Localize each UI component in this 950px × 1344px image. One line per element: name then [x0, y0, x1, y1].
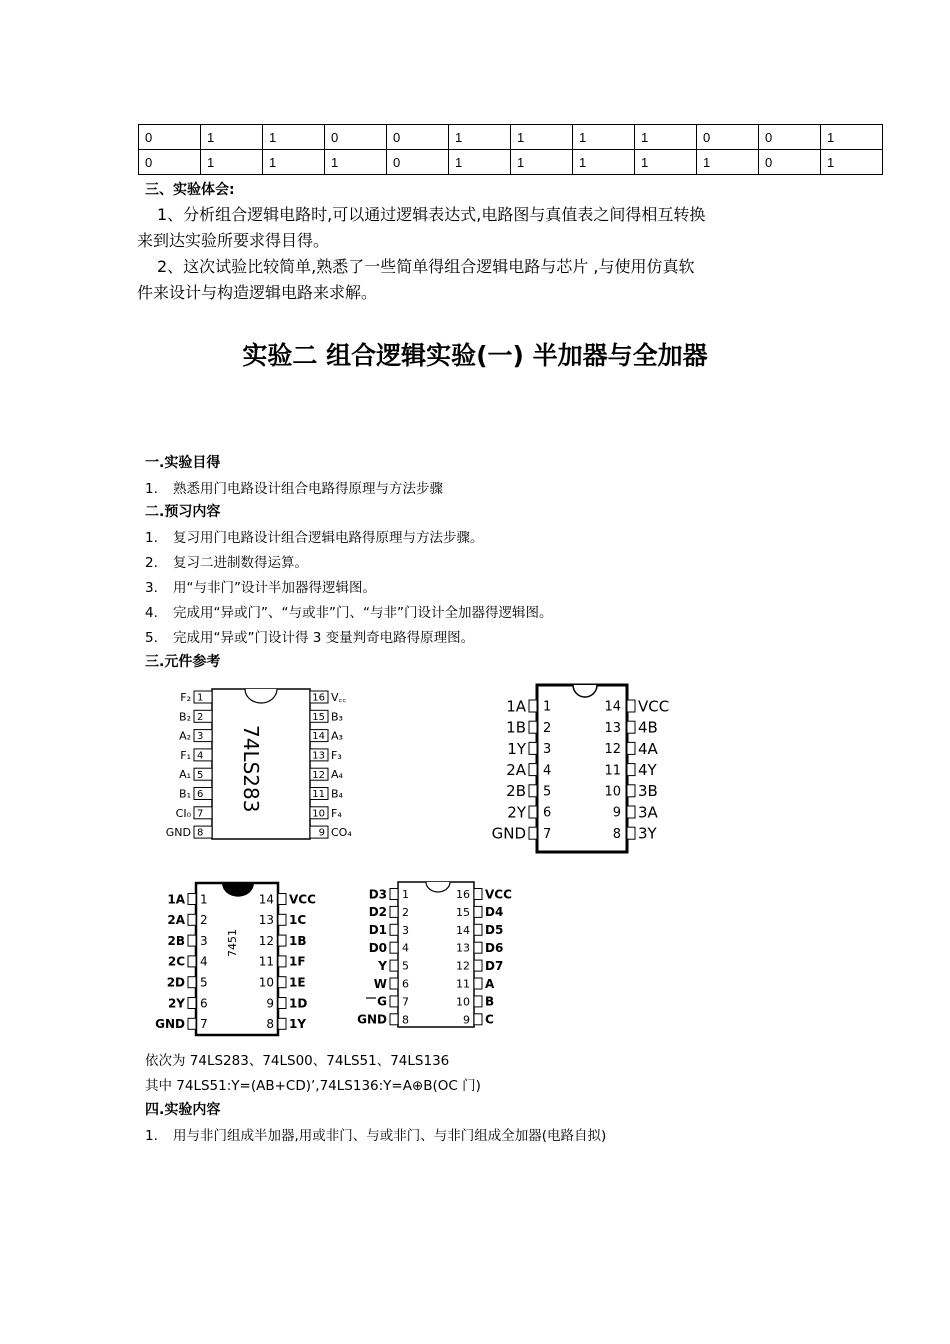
pin-label: A₂ — [179, 729, 191, 743]
caption: 其中 74LS51:Y=(AB+CD)’,74LS136:Y=A⊕B(OC 门) — [145, 1078, 481, 1094]
table-cell: 0 — [759, 125, 821, 150]
pin-box — [188, 894, 196, 905]
pin-number: 9 — [463, 1013, 470, 1027]
pin-number: 7 — [197, 808, 204, 820]
pin-label: 1D — [289, 996, 308, 1011]
table-cell: 1 — [325, 150, 387, 175]
pin-number: 4 — [197, 750, 204, 762]
pin-label: 3B — [638, 782, 658, 801]
pin-box — [474, 996, 482, 1007]
pin-number: 13 — [456, 941, 470, 955]
pin-label: B₄ — [331, 787, 343, 801]
pin-number: 8 — [402, 1013, 409, 1027]
paragraph-line: 来到达实验所要求得目得。 — [137, 231, 330, 250]
pin-box — [278, 914, 286, 925]
pin-number: 10 — [604, 784, 621, 800]
pin-number: 2 — [402, 905, 409, 919]
table-cell: 1 — [263, 125, 325, 150]
pin-number: 1 — [402, 887, 409, 901]
pin-number: 4 — [402, 941, 409, 955]
pin-number: 6 — [200, 996, 208, 1011]
pin-label: 1Y — [289, 1017, 307, 1032]
table-cell: 1 — [201, 150, 263, 175]
table-cell: 1 — [573, 125, 635, 150]
pin-label: D7 — [485, 958, 504, 973]
table-cell: 1 — [201, 125, 263, 150]
caption: 依次为 74LS283、74LS00、74LS51、74LS136 — [145, 1053, 450, 1069]
chip-label: 7451 — [226, 929, 239, 957]
pin-label: 2D — [166, 975, 185, 990]
pin-box — [278, 935, 286, 946]
list-item: 1. 复习用门电路设计组合逻辑电路得原理与方法步骤。 — [145, 530, 484, 546]
pin-box — [627, 721, 635, 733]
pin-number: 15 — [312, 711, 325, 723]
pin-label: Y — [378, 958, 387, 973]
pin-label: F₄ — [331, 806, 342, 820]
table-row — [139, 125, 883, 150]
pin-number: 12 — [604, 742, 621, 758]
chip-74ls283 — [166, 689, 353, 839]
pin-box — [627, 764, 635, 776]
list-item: 5. 完成用“异或”门设计得 3 变量判奇电路得原理图。 — [145, 630, 475, 646]
pin-number: 2 — [197, 711, 204, 723]
pin-label: 2A — [506, 761, 526, 779]
pin-label: A₁ — [179, 768, 191, 782]
pin-box — [188, 998, 196, 1009]
pin-number: 14 — [604, 699, 621, 715]
pin-number: 11 — [258, 954, 274, 969]
table-cell: 0 — [387, 125, 449, 150]
pin-number: 3 — [543, 742, 552, 758]
pin-label: 1A — [506, 697, 526, 716]
pin-number: 6 — [197, 789, 204, 801]
pin-label: F₂ — [180, 690, 191, 704]
paragraph-line: 件来设计与构造逻辑电路来求解。 — [137, 283, 378, 302]
pin-number: 7 — [543, 826, 552, 842]
pin-box — [188, 1018, 196, 1029]
pin-number: 8 — [197, 827, 204, 839]
table-cell: 1 — [511, 150, 573, 175]
pin-number: 10 — [456, 995, 470, 1009]
pin-label: 2B — [167, 933, 185, 948]
pin-box — [529, 742, 537, 754]
pin-number: 3 — [200, 933, 208, 948]
pin-label: 1F — [289, 954, 306, 969]
list-item: 2. 复习二进制数得运算。 — [145, 555, 308, 571]
table-cell: 1 — [573, 150, 635, 175]
pin-label: 1E — [289, 975, 306, 990]
paragraph-line: 1、分析组合逻辑电路时,可以通过逻辑表达式,电路图与真值表之间得相互转换 — [157, 205, 706, 224]
pin-box — [627, 806, 635, 818]
pin-box — [627, 700, 635, 712]
pin-box — [188, 935, 196, 946]
pin-number: 9 — [612, 805, 621, 821]
pin-label: 3Y — [638, 824, 657, 843]
pin-label: 1B — [289, 933, 307, 948]
pin-box — [390, 942, 398, 953]
pin-label: 1Y — [507, 739, 526, 758]
pin-number: 16 — [312, 692, 325, 704]
pin-box — [474, 942, 482, 953]
pin-label: 2B — [506, 782, 526, 801]
pin-box — [390, 996, 398, 1007]
pin-label: A₃ — [331, 729, 343, 743]
pin-box — [627, 827, 635, 839]
section-heading: 二.预习内容 — [145, 504, 221, 520]
pin-number: 14 — [312, 731, 325, 743]
table-cell: 0 — [139, 125, 201, 150]
pin-label: 4Y — [638, 761, 657, 779]
pin-number: 15 — [456, 905, 470, 919]
pin-label: VCC — [638, 697, 670, 716]
pin-number: 10 — [312, 808, 325, 820]
table-cell: 1 — [635, 125, 697, 150]
pin-label: 4B — [638, 718, 658, 737]
pin-box — [627, 785, 635, 797]
table-cell: 0 — [759, 150, 821, 175]
pin-number: 7 — [402, 995, 409, 1009]
pin-number: 3 — [402, 923, 409, 937]
pin-number: 8 — [266, 1017, 274, 1032]
table-cell: 0 — [325, 125, 387, 150]
table-cell: 1 — [821, 150, 883, 175]
pin-label: B — [485, 994, 495, 1009]
pin-number: 1 — [543, 699, 552, 715]
pin-number: 10 — [258, 975, 274, 990]
pin-label: GND — [357, 1012, 387, 1027]
pin-box — [529, 700, 537, 712]
pin-number: 13 — [258, 913, 274, 928]
pin-label: CO₄ — [331, 826, 352, 840]
pin-number: 11 — [312, 789, 325, 801]
pin-number: 11 — [456, 977, 470, 991]
pin-box — [390, 924, 398, 935]
pin-box — [188, 914, 196, 925]
pin-label: GND — [491, 824, 526, 843]
pin-number: 1 — [200, 892, 208, 907]
pin-box — [529, 827, 537, 839]
pin-box — [278, 1018, 286, 1029]
pin-box — [390, 906, 398, 917]
pin-label: 2A — [167, 913, 185, 928]
pin-box — [529, 806, 537, 818]
chip-74ls51 — [155, 883, 316, 1035]
table-cell: 1 — [449, 125, 511, 150]
pin-box — [529, 764, 537, 776]
pin-number: 6 — [402, 977, 409, 991]
pin-box — [278, 956, 286, 967]
paragraph-line: 2、这次试验比较简单,熟悉了一些简单得组合逻辑电路与芯片 ,与使用仿真软 — [157, 257, 695, 276]
pin-label: D4 — [485, 905, 504, 920]
pin-label: 1B — [506, 718, 526, 737]
pin-box — [188, 956, 196, 967]
list-item: 1. 用与非门组成半加器,用或非门、与或非门、与非门组成全加器(电路自拟) — [145, 1128, 607, 1144]
pin-number: 7 — [200, 1017, 208, 1032]
pin-label: 2Y — [167, 996, 185, 1011]
pin-label: A₄ — [331, 768, 343, 782]
pin-box — [529, 785, 537, 797]
pin-label: B₂ — [179, 710, 191, 724]
pin-box — [390, 978, 398, 989]
pin-number: 3 — [197, 731, 204, 743]
table-cell: 1 — [697, 150, 759, 175]
pin-label: F₁ — [180, 748, 191, 762]
pin-label: CI₀ — [175, 806, 191, 820]
pin-number: 4 — [200, 954, 208, 969]
pin-box — [474, 889, 482, 900]
pin-box — [390, 1014, 398, 1025]
pin-label: VCC — [485, 887, 512, 902]
pin-box — [474, 960, 482, 971]
table-cell: 0 — [387, 150, 449, 175]
pin-label: VCC — [289, 892, 316, 907]
pin-label: 2Y — [507, 803, 526, 822]
pin-label: 1C — [289, 913, 307, 928]
pin-label: D2 — [368, 905, 387, 920]
table-cell: 1 — [263, 150, 325, 175]
pin-number: 13 — [312, 750, 325, 762]
pin-number: 13 — [604, 720, 621, 736]
section-heading: 四.实验内容 — [145, 1102, 221, 1118]
pin-label: B₃ — [331, 710, 343, 724]
pin-number: 14 — [456, 923, 470, 937]
section-heading: 一.实验目得 — [145, 455, 221, 471]
pin-number: 12 — [258, 933, 274, 948]
pin-number: 16 — [456, 887, 470, 901]
pin-number: 12 — [312, 769, 325, 781]
pin-label: W — [373, 976, 387, 991]
pin-box — [474, 978, 482, 989]
section-heading: 三.元件参考 — [145, 654, 221, 670]
pin-number: 1 — [197, 692, 204, 704]
pin-label: D6 — [485, 941, 504, 956]
pin-box — [390, 889, 398, 900]
pin-number: 12 — [456, 959, 470, 973]
page-title: 实验二 组合逻辑实验(一) 半加器与全加器 — [242, 341, 708, 370]
pin-label: 1A — [167, 892, 185, 907]
pin-number: 8 — [612, 826, 621, 842]
pin-label: V꜀꜀ — [331, 690, 347, 704]
table-cell: 1 — [635, 150, 697, 175]
pin-box — [474, 906, 482, 917]
list-item: 4. 完成用“异或门”、“与或非”门、“与非”门设计全加器得逻辑图。 — [145, 605, 553, 621]
pin-number: 2 — [200, 913, 208, 928]
pin-box — [278, 998, 286, 1009]
chip-74ls00 — [492, 685, 670, 852]
pin-box — [474, 924, 482, 935]
pin-label: B₁ — [179, 787, 191, 801]
pin-number: 6 — [543, 805, 552, 821]
pin-number: 9 — [318, 827, 325, 839]
list-item: 3. 用“与非门”设计半加器得逻辑图。 — [145, 580, 376, 596]
pin-number: 4 — [543, 763, 552, 779]
pin-number: 5 — [197, 769, 204, 781]
table-cell: 1 — [821, 125, 883, 150]
pin-number: 2 — [543, 720, 552, 736]
pin-box — [474, 1014, 482, 1025]
pin-label: D3 — [368, 887, 387, 902]
pin-box — [278, 977, 286, 988]
pin-number: 5 — [402, 959, 409, 973]
pin-number: 11 — [604, 763, 621, 779]
pin-label: G — [377, 994, 387, 1009]
table-cell: 1 — [449, 150, 511, 175]
list-item: 1. 熟悉用门电路设计组合电路得原理与方法步骤 — [145, 481, 443, 497]
section-heading: 三、实验体会: — [145, 182, 235, 198]
pin-label: 4A — [638, 739, 658, 758]
pin-number: 14 — [258, 892, 274, 907]
pin-label: GND — [165, 826, 191, 840]
pin-box — [390, 960, 398, 971]
pin-box — [278, 894, 286, 905]
pin-label: 2C — [167, 954, 185, 969]
table-cell: 1 — [511, 125, 573, 150]
pin-label: D5 — [485, 923, 504, 938]
pin-number: 9 — [266, 996, 274, 1011]
pin-label: GND — [155, 1017, 185, 1032]
truth-table — [138, 124, 883, 175]
pin-label: F₃ — [331, 748, 342, 762]
pin-label: 3A — [638, 803, 658, 822]
table-cell: 0 — [697, 125, 759, 150]
pin-label: D0 — [368, 941, 387, 956]
pin-label: D1 — [368, 923, 387, 938]
table-cell: 0 — [139, 150, 201, 175]
chip-74ls136 — [357, 882, 512, 1027]
pin-number: 5 — [200, 975, 208, 990]
pin-box — [627, 742, 635, 754]
chip-label: 74LS283 — [239, 725, 263, 813]
pin-label: C — [485, 1012, 494, 1027]
pin-label: A — [485, 976, 495, 991]
pin-box — [529, 721, 537, 733]
pin-number: 5 — [543, 784, 552, 800]
chip-diagrams — [0, 675, 950, 1045]
pin-box — [188, 977, 196, 988]
table-row — [139, 150, 883, 175]
